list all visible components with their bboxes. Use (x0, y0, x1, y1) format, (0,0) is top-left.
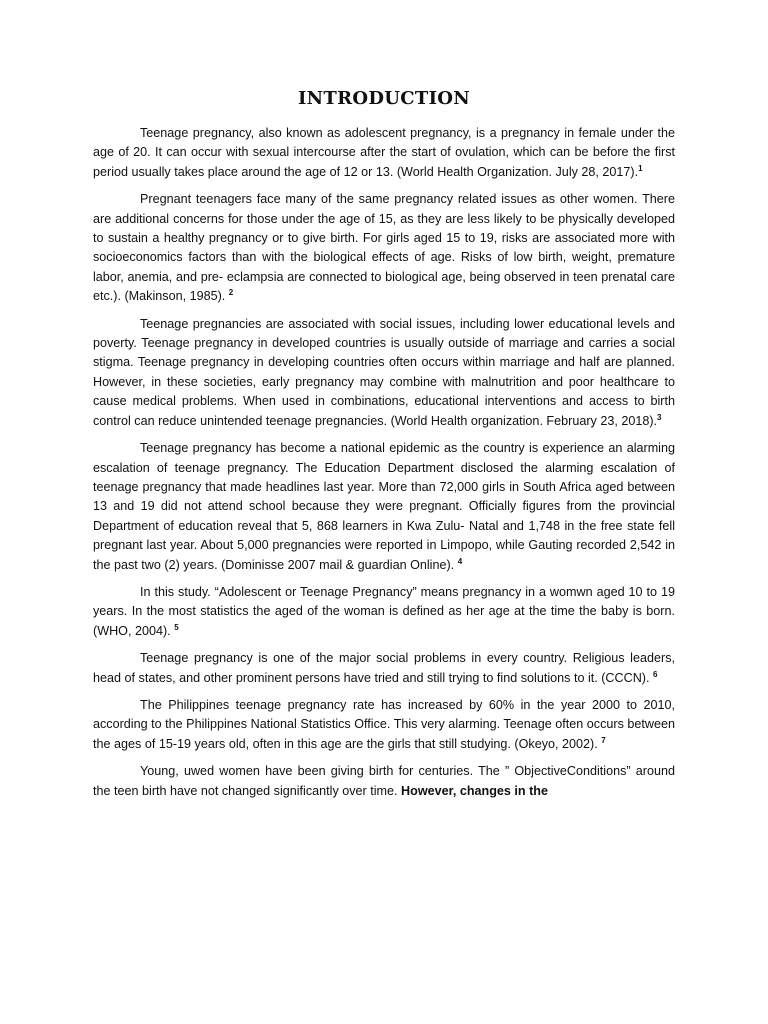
footnote-marker: 1 (638, 163, 643, 173)
document-body (93, 124, 675, 809)
paragraph-8 (93, 762, 675, 801)
paragraph-text: Young, uwed women have been giving birth for centuries. The ” ObjectiveConditions” around the teen birth have not changed significantly over time. (93, 764, 675, 798)
footnote-marker: 7 (601, 735, 606, 745)
paragraph-3 (93, 315, 675, 431)
paragraph-6 (93, 649, 675, 688)
paragraph-text: Teenage pregnancy is one of the major social problems in every country. Religious leaders, head of states, and other prominent persons have tried and still trying to find solutions to it. (CCCN). (93, 651, 675, 685)
paragraph-7 (93, 696, 675, 754)
footnote-marker: 2 (228, 288, 234, 298)
footnote-marker: 4 (457, 556, 463, 566)
paragraph-text: The Philippines teenage pregnancy rate has increased by 60% in the year 2000 to 2010, according to the Philippines National Statistics Office. This very alarming. Teenage often occurs between the ages of 15-19 years old, often in this age are the girls that still studying. (Okeyo, 2002). (93, 697, 675, 751)
footnote-marker: 3 (657, 412, 662, 422)
paragraph-5 (93, 583, 675, 641)
paragraph-bold-text: However, changes in the (401, 783, 549, 798)
paragraph-text: In this study. “Adolescent or Teenage Pregnancy” means pregnancy in a womwn aged 10 to 19 years. In the most statistics the aged of the woman is defined as her age at the time the baby is born. (WHO, 2004). (93, 584, 675, 638)
footnote-marker: 6 (653, 669, 658, 679)
paragraph-4 (93, 439, 675, 575)
paragraph-text: Teenage pregnancy has become a national epidemic as the country is experience an alarming escalation of teenage pregnancy. The Education Department disclosed the alarming escalation of teenage pregnancy that made headlines last year. More than 72,000 girls in South Africa aged between 13 and 19 did not attend school because they were pregnant. Officially figures from the provincial Department of education reveal that 5, 868 learners in Kwa Zulu- Natal and 1,748 in the free state fell pregnant last year. About 5,000 pregnancies were reported in Limpopo, while Gauting recorded 2,542 in the past two (2) years. (Dominisse 2007 mail & guardian Online). (93, 441, 675, 572)
page-title: INTRODUCTION (297, 88, 471, 109)
paragraph-text: Teenage pregnancy, also known as adolescent pregnancy, is a pregnancy in female under the age of 20. It can occur with sexual intercourse after the start of ovulation, which can be before the first period usually takes place around the age of 12 or 13. (World Health Organization. July 28, 2017). (93, 126, 675, 179)
paragraph-1 (93, 124, 675, 182)
paragraph-2 (93, 190, 675, 306)
footnote-marker: 5 (174, 622, 179, 632)
paragraph-text: Teenage pregnancies are associated with social issues, including lower educational levels and poverty. Teenage pregnancy in developed countries is usually outside of marriage and carries a social stigma. Teenage pregnancy in developing countries often occurs within marriage and half are planned. However, in these societies, early pregnancy may combine with malnutrition and poor healthcare to cause medical problems. When used in combinations, educational interventions and access to birth control can reduce unintended teenage pregnancies. (World Health organization. February 23, 2018). (93, 316, 675, 428)
paragraph-text: Pregnant teenagers face many of the same pregnancy related issues as other women. There are additional concerns for those under the age of 15, as they are less likely to be physically developed to sustain a healthy pregnancy or to give birth. For girls aged 15 to 19, risks are associated more with socioeconomics factors than with the biological effects of age. Risks of low birth, weight, premature labor, anemia, and pre- eclampsia are connected to biological age, being observed in teen prenatal care etc.). (Makinson, 1985). (93, 192, 675, 304)
